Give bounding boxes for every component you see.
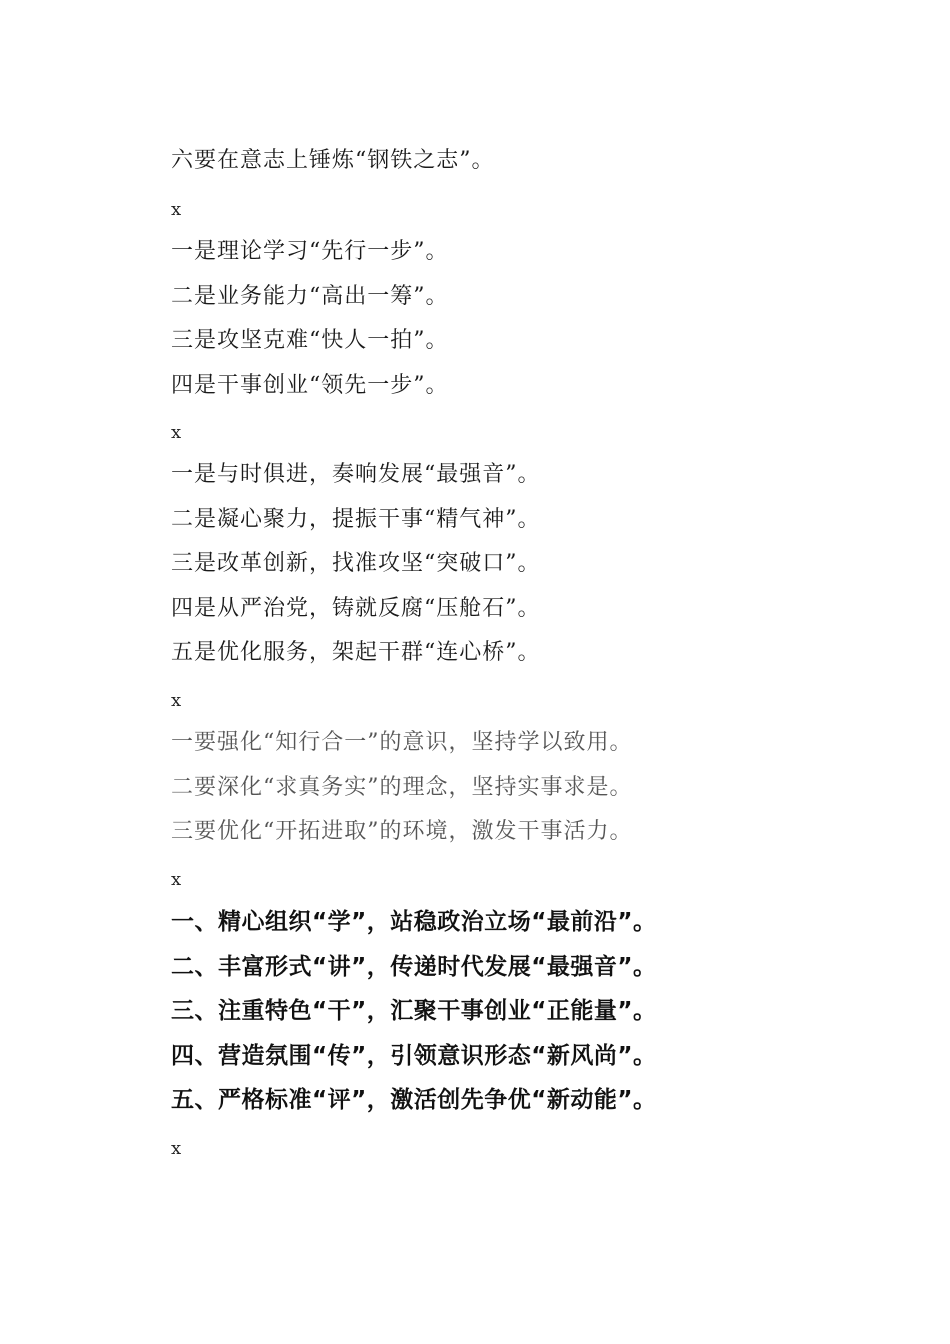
group-3	[171, 721, 871, 855]
separator-mark: x	[171, 1138, 182, 1159]
list-item: 三是攻坚克难“快人一拍”。	[171, 328, 449, 353]
list-item: 一要强化“知行合一”的意识，坚持学以致用。	[171, 730, 633, 755]
list-item: 一是与时俱进，奏响发展“最强音”。	[171, 462, 541, 487]
heading-block	[171, 139, 871, 184]
list-item: 三要优化“开拓进取”的环境，激发干事活力。	[171, 819, 633, 844]
list-item: 五是优化服务，架起干群“连心桥”。	[171, 640, 541, 665]
separator-4	[171, 866, 871, 894]
heading-line: 六要在意志上锤炼“钢铁之志”。	[171, 148, 495, 173]
list-item: 四是从严治党，铸就反腐“压舱石”。	[171, 595, 541, 621]
list-item: 三是改革创新，找准攻坚“突破口”。	[171, 551, 541, 576]
separator-3	[171, 687, 871, 715]
list-item: 四、营造氛围“传”，引领意识形态“新风尚”。	[171, 1042, 657, 1069]
group-1	[171, 230, 871, 408]
separator-1	[171, 196, 871, 224]
list-item: 三、注重特色“干”，汇聚干事创业“正能量”。	[171, 998, 657, 1024]
list-item: 一、精心组织“学”，站稳政治立场“最前沿”。	[171, 909, 657, 935]
list-item: 一是理论学习“先行一步”。	[171, 239, 449, 264]
separator-mark: x	[171, 869, 182, 890]
separator-mark: x	[171, 690, 182, 711]
group-2	[171, 453, 871, 676]
group-4	[171, 900, 871, 1123]
list-item: 二是业务能力“高出一筹”。	[171, 283, 449, 309]
list-item: 二要深化“求真务实”的理念，坚持实事求是。	[171, 774, 633, 800]
separator-2	[171, 419, 871, 447]
list-item: 五、严格标准“评”，激活创先争优“新动能”。	[171, 1087, 657, 1113]
list-item: 二是凝心聚力，提振干事“精气神”。	[171, 506, 541, 532]
separator-5	[171, 1135, 871, 1163]
separator-mark: x	[171, 199, 182, 220]
list-item: 二、丰富形式“讲”，传递时代发展“最强音”。	[171, 953, 657, 980]
list-item: 四是干事创业“领先一步”。	[171, 372, 449, 398]
separator-mark: x	[171, 422, 182, 443]
